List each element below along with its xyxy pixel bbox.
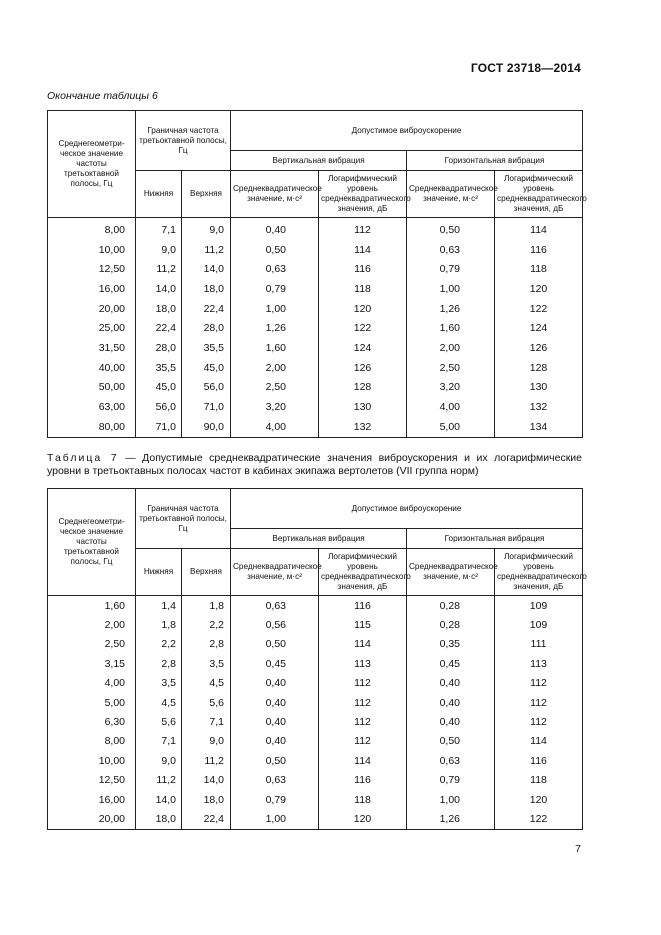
table-cell: 2,50: [231, 378, 319, 398]
table-cell: 28,0: [182, 318, 231, 338]
table-cell: 124: [319, 338, 407, 358]
table-cell: 120: [319, 809, 407, 829]
table-row: [48, 318, 583, 338]
table-cell: 114: [319, 635, 407, 654]
table-cell: 109: [495, 596, 583, 616]
table-row: [48, 693, 583, 712]
table-cell: 12,50: [48, 259, 136, 279]
table-cell: 120: [495, 790, 583, 809]
header-horizontal-vibration: Горизонтальная вибрация: [407, 529, 583, 549]
table-cell: 115: [319, 615, 407, 634]
table-cell: 116: [319, 771, 407, 790]
table-cell: 71,0: [136, 417, 182, 437]
table-cell: 63,00: [48, 397, 136, 417]
table-row: [48, 751, 583, 770]
table-cell: 2,8: [182, 635, 231, 654]
table-cell: 0,79: [407, 771, 495, 790]
table-cell: 2,00: [231, 358, 319, 378]
table-row: [48, 358, 583, 378]
table-cell: 2,50: [407, 358, 495, 378]
table-cell: 118: [495, 771, 583, 790]
header-horizontal-log: Логарифмический уровень среднеквадратического значения, дБ: [495, 549, 583, 596]
header-vertical-rms: Среднеквадратическое значение, м·с²: [231, 549, 319, 596]
table-cell: 1,60: [407, 318, 495, 338]
table-cell: 1,00: [407, 790, 495, 809]
table-cell: 71,0: [182, 397, 231, 417]
table-row: [48, 771, 583, 790]
table-cell: 1,26: [407, 299, 495, 319]
table-cell: 4,00: [48, 674, 136, 693]
table-cell: 50,00: [48, 378, 136, 398]
table-cell: 5,6: [136, 712, 182, 731]
table-cell: 90,0: [182, 417, 231, 437]
table-cell: 0,40: [231, 674, 319, 693]
table-cell: 1,60: [48, 596, 136, 616]
table-cell: 56,0: [182, 378, 231, 398]
table-cell: 3,15: [48, 654, 136, 673]
table-cell: 14,0: [182, 771, 231, 790]
table-cell: 0,63: [407, 240, 495, 260]
table-cell: 4,00: [407, 397, 495, 417]
table-cell: 1,4: [136, 596, 182, 616]
table-cell: 0,50: [231, 240, 319, 260]
table-cell: 130: [495, 378, 583, 398]
header-vertical-vibration: Вертикальная вибрация: [231, 151, 407, 171]
header-band-limits: Граничная частота третьоктавной полосы, Гц: [136, 111, 231, 171]
table-cell: 130: [319, 397, 407, 417]
header-vertical-rms: Среднеквадратическое значение, м·с²: [231, 171, 319, 218]
table-cell: 25,00: [48, 318, 136, 338]
table-cell: 0,63: [231, 259, 319, 279]
header-lower: Нижняя: [136, 549, 182, 596]
table-cell: 118: [319, 279, 407, 299]
table-cell: 0,50: [231, 751, 319, 770]
table-cell: 16,00: [48, 790, 136, 809]
table-row: [48, 240, 583, 260]
table-cell: 20,00: [48, 809, 136, 829]
table-cell: 2,2: [136, 635, 182, 654]
table-cell: 0,28: [407, 596, 495, 616]
table-cell: 112: [495, 712, 583, 731]
table-cell: 4,00: [231, 417, 319, 437]
table-row: [48, 259, 583, 279]
table-cell: 18,0: [182, 790, 231, 809]
table-cell: 0,40: [407, 674, 495, 693]
table-cell: 116: [495, 751, 583, 770]
header-upper: Верхняя: [182, 549, 231, 596]
table-cell: 126: [319, 358, 407, 378]
table-cell: 116: [495, 240, 583, 260]
table-cell: 3,20: [231, 397, 319, 417]
table-cell: 2,00: [407, 338, 495, 358]
table-cell: 114: [319, 751, 407, 770]
table7-caption: [47, 452, 582, 478]
table-cell: 116: [319, 596, 407, 616]
table7-caption-text: — Допустимые среднеквадратические значения виброускорения и их логарифмические уровни в третьоктавных полосах частот в кабинах экипажа вертолетов (VII группа норм): [47, 452, 582, 477]
table-cell: 122: [495, 809, 583, 829]
table-cell: 14,0: [136, 279, 182, 299]
table-cell: 11,2: [182, 240, 231, 260]
table-cell: 1,00: [231, 299, 319, 319]
table-cell: 28,0: [136, 338, 182, 358]
table-cell: 0,35: [407, 635, 495, 654]
table-cell: 0,79: [231, 279, 319, 299]
table-row: [48, 596, 583, 616]
table-cell: 118: [495, 259, 583, 279]
table-row: [48, 338, 583, 358]
table-cell: 45,0: [136, 378, 182, 398]
table-cell: 116: [319, 259, 407, 279]
table-cell: 112: [319, 674, 407, 693]
table-cell: 14,0: [136, 790, 182, 809]
table-cell: 9,0: [182, 218, 231, 240]
table-cell: 5,00: [407, 417, 495, 437]
table-cell: 126: [495, 338, 583, 358]
table-cell: 112: [495, 693, 583, 712]
table-cell: 122: [495, 299, 583, 319]
table-cell: 112: [319, 218, 407, 240]
table-cell: 31,50: [48, 338, 136, 358]
table-cell: 8,00: [48, 732, 136, 751]
table-row: [48, 732, 583, 751]
table-cell: 18,0: [136, 809, 182, 829]
table-cell: 111: [495, 635, 583, 654]
table-cell: 0,50: [407, 218, 495, 240]
table-cell: 11,2: [136, 259, 182, 279]
table-cell: 112: [319, 712, 407, 731]
table-cell: 8,00: [48, 218, 136, 240]
table-cell: 114: [319, 240, 407, 260]
table-cell: 0,63: [231, 771, 319, 790]
header-frequency: Среднегеометри-ческое значение частоты третьоктавной полосы, Гц: [48, 489, 136, 596]
table-cell: 35,5: [136, 358, 182, 378]
table-cell: 2,2: [182, 615, 231, 634]
table-cell: 1,60: [231, 338, 319, 358]
table-cell: 128: [495, 358, 583, 378]
table-row: [48, 790, 583, 809]
table-row: [48, 378, 583, 398]
table-6: [47, 110, 587, 438]
table-row: [48, 299, 583, 319]
table-cell: 0,45: [407, 654, 495, 673]
table-cell: 0,40: [231, 218, 319, 240]
table-cell: 0,50: [407, 732, 495, 751]
table-cell: 9,0: [136, 240, 182, 260]
table-cell: 113: [495, 654, 583, 673]
table-row: [48, 279, 583, 299]
table-cell: 0,50: [231, 635, 319, 654]
table-cell: 56,0: [136, 397, 182, 417]
table-cell: 3,5: [136, 674, 182, 693]
table-cell: 3,5: [182, 654, 231, 673]
table-cell: 22,4: [136, 318, 182, 338]
table-cell: 0,45: [231, 654, 319, 673]
table-cell: 11,2: [182, 751, 231, 770]
table-row: [48, 635, 583, 654]
table-cell: 22,4: [182, 809, 231, 829]
table-cell: 2,00: [48, 615, 136, 634]
table-cell: 118: [319, 790, 407, 809]
table-row: [48, 615, 583, 634]
table-cell: 10,00: [48, 240, 136, 260]
table-cell: 4,5: [182, 674, 231, 693]
table-cell: 0,63: [231, 596, 319, 616]
table-cell: 12,50: [48, 771, 136, 790]
header-horizontal-rms: Среднеквадратическое значение, м·с²: [407, 549, 495, 596]
header-band-limits: Граничная частота третьоктавной полосы, Гц: [136, 489, 231, 549]
header-vertical-log: Логарифмический уровень среднеквадратического значения, дБ: [319, 549, 407, 596]
table-cell: 0,40: [407, 712, 495, 731]
header-upper: Верхняя: [182, 171, 231, 218]
table-cell: 128: [319, 378, 407, 398]
table-cell: 113: [319, 654, 407, 673]
table-cell: 2,50: [48, 635, 136, 654]
table-7: [47, 488, 587, 830]
table-row: [48, 417, 583, 437]
table-cell: 134: [495, 417, 583, 437]
table-cell: 120: [495, 279, 583, 299]
header-horizontal-rms: Среднеквадратическое значение, м·с²: [407, 171, 495, 218]
table-cell: 0,63: [407, 751, 495, 770]
table-cell: 7,1: [136, 218, 182, 240]
table-row: [48, 712, 583, 731]
table-cell: 35,5: [182, 338, 231, 358]
table-cell: 2,8: [136, 654, 182, 673]
table-cell: 0,40: [231, 712, 319, 731]
table-cell: 22,4: [182, 299, 231, 319]
table-row: [48, 654, 583, 673]
table-cell: 132: [495, 397, 583, 417]
table-cell: 1,8: [182, 596, 231, 616]
table-cell: 1,00: [231, 809, 319, 829]
table-cell: 0,79: [231, 790, 319, 809]
table6-caption: Окончание таблицы 6: [47, 90, 158, 102]
table-row: [48, 809, 583, 829]
table-cell: 20,00: [48, 299, 136, 319]
table-cell: 9,0: [182, 732, 231, 751]
table-cell: 0,79: [407, 259, 495, 279]
table-cell: 112: [319, 693, 407, 712]
table-row: [48, 674, 583, 693]
table-cell: 18,0: [136, 299, 182, 319]
table-cell: 45,0: [182, 358, 231, 378]
header-allowed-acceleration: Допустимое виброускорение: [231, 111, 583, 151]
table-row: [48, 218, 583, 240]
table-cell: 0,40: [231, 732, 319, 751]
table-cell: 16,00: [48, 279, 136, 299]
header-lower: Нижняя: [136, 171, 182, 218]
table-cell: 18,0: [182, 279, 231, 299]
table-cell: 109: [495, 615, 583, 634]
table-cell: 124: [495, 318, 583, 338]
table-cell: 122: [319, 318, 407, 338]
table-cell: 0,40: [231, 693, 319, 712]
table-cell: 114: [495, 732, 583, 751]
table-cell: 0,40: [407, 693, 495, 712]
table7-caption-lead: Таблица 7: [47, 452, 119, 464]
table-cell: 1,8: [136, 615, 182, 634]
table-cell: 1,00: [407, 279, 495, 299]
table-cell: 14,0: [182, 259, 231, 279]
table-cell: 0,56: [231, 615, 319, 634]
header-vertical-vibration: Вертикальная вибрация: [231, 529, 407, 549]
table-cell: 112: [495, 674, 583, 693]
table-cell: 4,5: [136, 693, 182, 712]
document-standard-number: ГОСТ 23718—2014: [470, 61, 581, 75]
table-cell: 0,28: [407, 615, 495, 634]
table-cell: 11,2: [136, 771, 182, 790]
table-cell: 1,26: [407, 809, 495, 829]
table-cell: 114: [495, 218, 583, 240]
table-row: [48, 397, 583, 417]
page-number: 7: [575, 843, 581, 855]
header-horizontal-log: Логарифмический уровень среднеквадратического значения, дБ: [495, 171, 583, 218]
table-cell: 5,00: [48, 693, 136, 712]
table-cell: 1,26: [231, 318, 319, 338]
header-frequency: Среднегеометри-ческое значение частоты третьоктавной полосы, Гц: [48, 111, 136, 218]
header-horizontal-vibration: Горизонтальная вибрация: [407, 151, 583, 171]
header-vertical-log: Логарифмический уровень среднеквадратического значения, дБ: [319, 171, 407, 218]
table-cell: 120: [319, 299, 407, 319]
table-cell: 112: [319, 732, 407, 751]
table-cell: 7,1: [136, 732, 182, 751]
table-cell: 9,0: [136, 751, 182, 770]
table-cell: 7,1: [182, 712, 231, 731]
table-cell: 5,6: [182, 693, 231, 712]
header-allowed-acceleration: Допустимое виброускорение: [231, 489, 583, 529]
table-cell: 10,00: [48, 751, 136, 770]
table-cell: 80,00: [48, 417, 136, 437]
table-cell: 132: [319, 417, 407, 437]
table-cell: 3,20: [407, 378, 495, 398]
table-cell: 40,00: [48, 358, 136, 378]
table-cell: 6,30: [48, 712, 136, 731]
